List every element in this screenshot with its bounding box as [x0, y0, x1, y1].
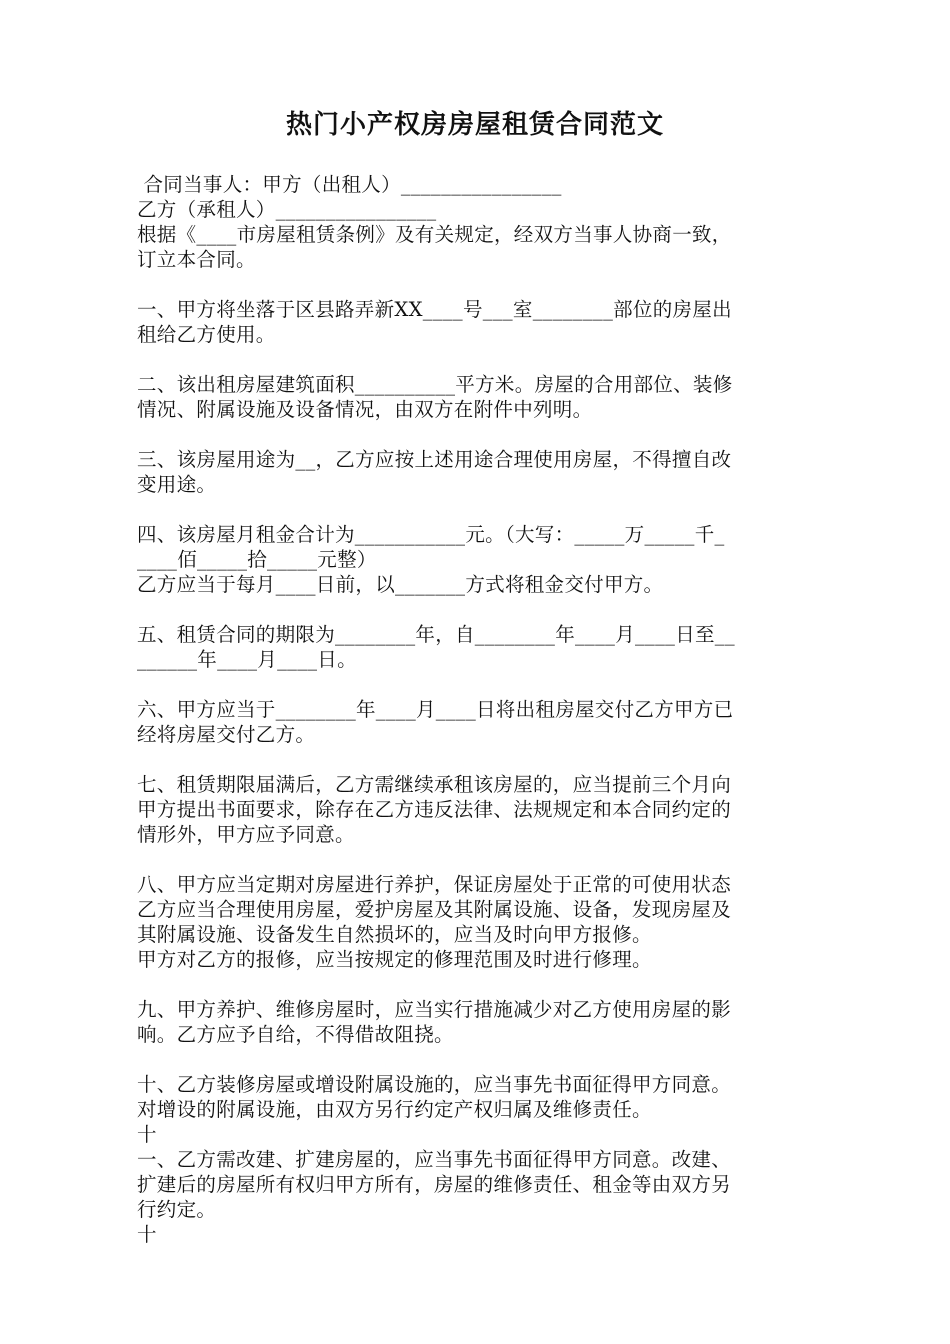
clause-3-line: 变用途。	[137, 473, 217, 496]
clause-4-line: 四、该房屋月租金合计为___________元。（大写：_____万_____千_	[137, 523, 725, 546]
clause-2-line: 情况、附属设施及设备情况，由双方在附件中列明。	[137, 398, 593, 421]
clause-7-line: 甲方提出书面要求，除存在乙方违反法律、法规规定和本合同约定的	[137, 798, 732, 821]
clause-11-number: 十	[137, 1123, 157, 1146]
clause-4-line: ____佰_____拾_____元整）	[137, 548, 377, 571]
clause-5-line: ______年____月____日。	[137, 648, 357, 671]
clause-8-line: 乙方应当合理使用房屋，爱护房屋及其附属设施、设备，发现房屋及	[137, 898, 732, 921]
clause-2-line: 二、该出租房屋建筑面积__________平方米。房屋的合用部位、装修	[137, 373, 733, 396]
clause-11-line: 扩建后的房屋所有权归甲方所有，房屋的维修责任、租金等由双方另	[137, 1173, 732, 1196]
clause-4-line: 乙方应当于每月____日前，以_______方式将租金交付甲方。	[137, 573, 664, 596]
clause-8-line: 八、甲方应当定期对房屋进行养护，保证房屋处于正常的可使用状态	[137, 873, 732, 896]
preamble-line: 订立本合同。	[137, 248, 256, 271]
clause-5-line: 五、租赁合同的期限为________年，自________年____月____日至__	[137, 623, 735, 646]
clause-10-line: 对增设的附属设施，由双方另行约定产权归属及维修责任。	[137, 1098, 652, 1121]
clause-1-line: 一、甲方将坐落于区县路弄新XX____号___室________部位的房屋出	[137, 298, 732, 321]
clause-10-line: 十、乙方装修房屋或增设附属设施的，应当事先书面征得甲方同意。	[137, 1073, 732, 1096]
parties-lessor-line: 合同当事人：甲方（出租人）________________	[137, 173, 562, 196]
document-title: 热门小产权房房屋租赁合同范文	[285, 110, 664, 140]
parties-lessee-line: 乙方（承租人）________________	[137, 198, 437, 221]
clause-11-line: 行约定。	[137, 1198, 217, 1221]
clause-6-line: 六、甲方应当于________年____月____日将出租房屋交付乙方甲方已	[137, 698, 734, 721]
clause-7-line: 七、租赁期限届满后，乙方需继续承租该房屋的，应当提前三个月向	[137, 773, 732, 796]
clause-9-line: 九、甲方养护、维修房屋时，应当实行措施减少对乙方使用房屋的影	[137, 998, 732, 1021]
clause-6-line: 经将房屋交付乙方。	[137, 723, 316, 746]
clause-12-number: 十	[137, 1223, 157, 1246]
clause-11-line: 一、乙方需改建、扩建房屋的，应当事先书面征得甲方同意。改建、	[137, 1148, 732, 1171]
clause-3-line: 三、该房屋用途为__，乙方应按上述用途合理使用房屋，不得擅自改	[137, 448, 732, 471]
clause-9-line: 响。乙方应予自给，不得借故阻挠。	[137, 1023, 454, 1046]
clause-8-line: 其附属设施、设备发生自然损坏的，应当及时向甲方报修。	[137, 923, 652, 946]
contract-body	[137, 172, 817, 1247]
clause-1-line: 租给乙方使用。	[137, 323, 276, 346]
clause-7-line: 情形外，甲方应予同意。	[137, 823, 355, 846]
preamble-line: 根据《____市房屋租赁条例》及有关规定，经双方当事人协商一致，	[137, 223, 732, 246]
clause-8-line: 甲方对乙方的报修，应当按规定的修理范围及时进行修理。	[137, 948, 652, 971]
